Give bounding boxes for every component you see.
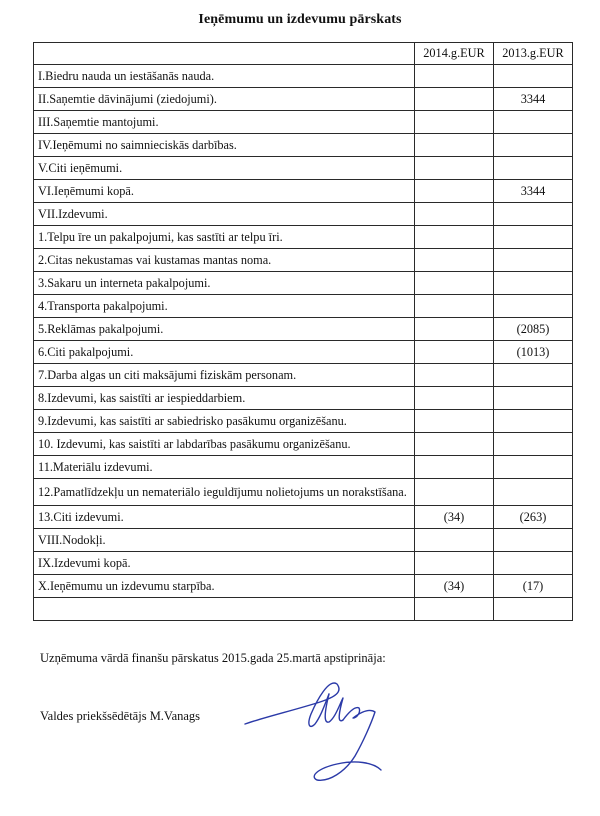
value-2014 (415, 456, 494, 479)
value-2014 (415, 134, 494, 157)
row-label: X.Ieņēmumu un izdevumu starpība. (34, 575, 415, 598)
table-row (34, 479, 573, 506)
value-2013 (494, 387, 573, 410)
value-2013 (494, 272, 573, 295)
value-2013 (494, 157, 573, 180)
table-row (34, 88, 573, 111)
value-2014 (415, 341, 494, 364)
table-row (34, 318, 573, 341)
table-row (34, 456, 573, 479)
row-label: VII.Izdevumi. (34, 203, 415, 226)
table-row (34, 529, 573, 552)
value-2013: 3344 (494, 180, 573, 203)
value-2013 (494, 364, 573, 387)
value-2014 (415, 529, 494, 552)
value-2013 (494, 134, 573, 157)
row-label: 6.Citi pakalpojumi. (34, 341, 415, 364)
row-label: I.Biedru nauda un iestāšanās nauda. (34, 65, 415, 88)
row-label: 13.Citi izdevumi. (34, 506, 415, 529)
value-2013: (1013) (494, 341, 573, 364)
row-label (34, 598, 415, 621)
table-row (34, 364, 573, 387)
value-2014: (34) (415, 575, 494, 598)
table-row (34, 552, 573, 575)
value-2013 (494, 529, 573, 552)
table-row (34, 598, 573, 621)
value-2013 (494, 226, 573, 249)
value-2014 (415, 249, 494, 272)
value-2013 (494, 249, 573, 272)
table-row (34, 226, 573, 249)
value-2014 (415, 552, 494, 575)
value-2014 (415, 88, 494, 111)
row-label: 1.Telpu īre un pakalpojumi, kas sastīti ar telpu īri. (34, 226, 415, 249)
value-2013: (263) (494, 506, 573, 529)
table-row (34, 341, 573, 364)
row-label: 8.Izdevumi, kas saistīti ar iespieddarbiem. (34, 387, 415, 410)
row-label: VIII.Nodokļi. (34, 529, 415, 552)
table-header-row (34, 43, 573, 65)
value-2013 (494, 295, 573, 318)
table-body (34, 65, 573, 621)
row-label: 11.Materiālu izdevumi. (34, 456, 415, 479)
table-row (34, 203, 573, 226)
value-2014 (415, 65, 494, 88)
value-2014 (415, 180, 494, 203)
table-row (34, 433, 573, 456)
value-2014 (415, 157, 494, 180)
value-2013 (494, 479, 573, 506)
income-expense-table (33, 42, 573, 621)
value-2013 (494, 410, 573, 433)
value-2013: (17) (494, 575, 573, 598)
table-row (34, 387, 573, 410)
value-2013 (494, 65, 573, 88)
row-label: IV.Ieņēmumi no saimnieciskās darbības. (34, 134, 415, 157)
value-2014 (415, 111, 494, 134)
value-2013 (494, 552, 573, 575)
value-2014 (415, 598, 494, 621)
row-label: VI.Ieņēmumi kopā. (34, 180, 415, 203)
value-2014 (415, 479, 494, 506)
table-row (34, 410, 573, 433)
row-label: V.Citi ieņēmumi. (34, 157, 415, 180)
row-label: IX.Izdevumi kopā. (34, 552, 415, 575)
value-2014 (415, 203, 494, 226)
table-row (34, 506, 573, 529)
value-2013 (494, 203, 573, 226)
table-row (34, 65, 573, 88)
table-row (34, 157, 573, 180)
document-title: Ieņēmumu un izdevumu pārskats (198, 12, 402, 27)
value-2014 (415, 410, 494, 433)
row-label: 5.Reklāmas pakalpojumi. (34, 318, 415, 341)
value-2014 (415, 272, 494, 295)
value-2013 (494, 598, 573, 621)
value-2013: 3344 (494, 88, 573, 111)
column-header-2013: 2013.g.EUR (494, 43, 573, 65)
value-2014 (415, 226, 494, 249)
value-2014 (415, 433, 494, 456)
value-2013 (494, 433, 573, 456)
table-row (34, 249, 573, 272)
table-row (34, 180, 573, 203)
value-2013: (2085) (494, 318, 573, 341)
approval-statement: Uzņēmuma vārdā finanšu pārskatus 2015.gada 25.martā apstiprināja: (40, 651, 386, 665)
value-2013 (494, 456, 573, 479)
row-label: 9.Izdevumi, kas saistīti ar sabiedrisko pasākumu organizēšanu. (34, 410, 415, 433)
value-2014 (415, 364, 494, 387)
column-header-description (34, 43, 415, 65)
row-label: 4.Transporta pakalpojumi. (34, 295, 415, 318)
row-label: 10. Izdevumi, kas saistīti ar labdarības pasākumu organizēšanu. (34, 433, 415, 456)
value-2013 (494, 111, 573, 134)
table-row (34, 134, 573, 157)
row-label: 2.Citas nekustamas vai kustamas mantas noma. (34, 249, 415, 272)
row-label: 3.Sakaru un interneta pakalpojumi. (34, 272, 415, 295)
value-2014 (415, 318, 494, 341)
value-2014 (415, 387, 494, 410)
row-label: II.Saņemtie dāvinājumi (ziedojumi). (34, 88, 415, 111)
row-label: 12.Pamatlīdzekļu un nemateriālo ieguldījumu nolietojums un norakstīšana. (34, 479, 415, 506)
value-2014: (34) (415, 506, 494, 529)
table-row (34, 295, 573, 318)
row-label: 7.Darba algas un citi maksājumi fiziskām personam. (34, 364, 415, 387)
value-2014 (415, 295, 494, 318)
table-row (34, 272, 573, 295)
table-row (34, 111, 573, 134)
column-header-2014: 2014.g.EUR (415, 43, 494, 65)
signer-line: Valdes priekšsēdētājs M.Vanags (40, 709, 201, 723)
row-label: III.Saņemtie mantojumi. (34, 111, 415, 134)
table-row (34, 575, 573, 598)
signature (225, 672, 395, 790)
